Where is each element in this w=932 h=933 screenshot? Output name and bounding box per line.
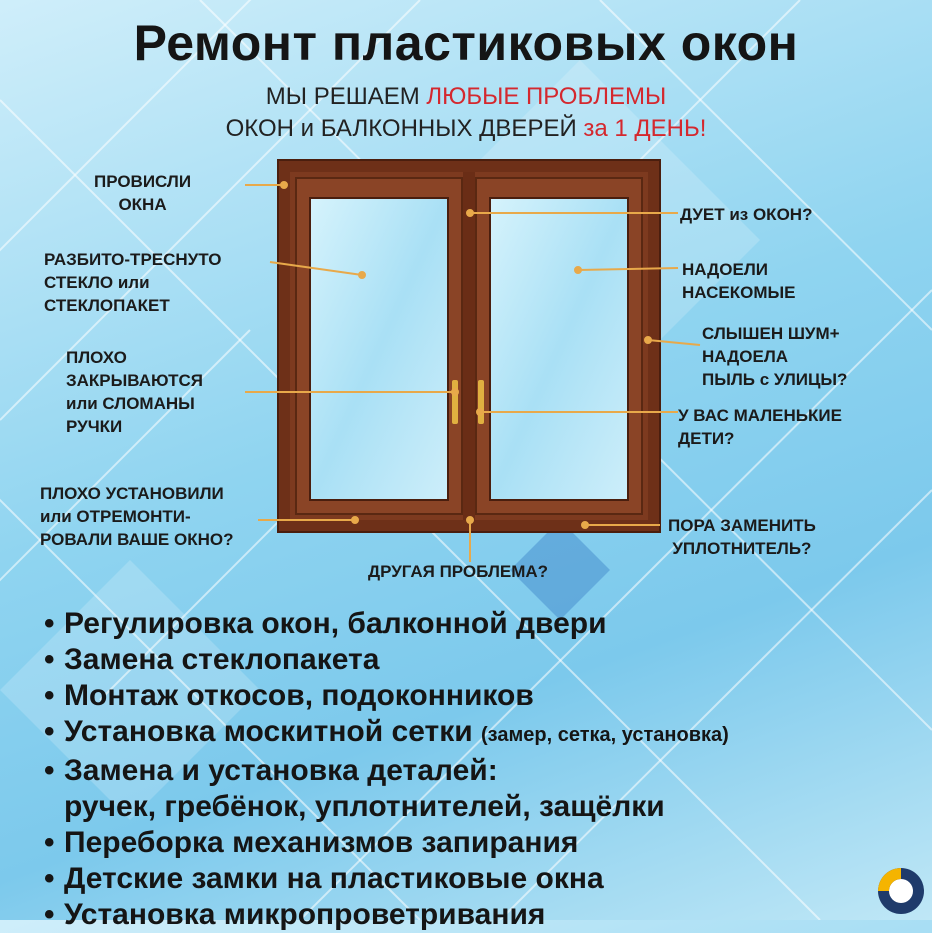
service-item bbox=[44, 861, 729, 897]
problem-bad-install: ПЛОХО УСТАНОВИЛИ или ОТРЕМОНТИ- РОВАЛИ ВАШЕ ОКНО? bbox=[40, 484, 234, 549]
subtitle-line-2-prefix: ОКОН и БАЛКОННЫХ ДВЕРЕЙ bbox=[225, 115, 584, 142]
bullet: • bbox=[44, 679, 55, 712]
service-text: Установка москитной сетки bbox=[64, 715, 481, 748]
problem-insects: НАДОЕЛИ НАСЕКОМЫЕ bbox=[682, 260, 796, 302]
bullet: • bbox=[44, 898, 55, 931]
service-item bbox=[44, 606, 729, 642]
page-title: Ремонт пластиковых окон bbox=[133, 15, 799, 71]
subtitle-line-2-highlight: за 1 ДЕНЬ! bbox=[583, 115, 707, 142]
problem-sagged: ПРОВИСЛИ ОКНА bbox=[94, 172, 192, 214]
service-item bbox=[44, 678, 729, 714]
subtitle-line-1-highlight: ЛЮБЫЕ ПРОБЛЕМЫ bbox=[426, 83, 667, 110]
problem-children: У ВАС МАЛЕНЬКИЕ ДЕТИ? bbox=[678, 406, 842, 448]
service-text: Замена стеклопакета bbox=[64, 643, 380, 676]
bullet: • bbox=[44, 715, 55, 748]
subtitle-line-1-prefix: МЫ РЕШАЕМ bbox=[265, 83, 427, 110]
service-text: Установка микропроветривания bbox=[64, 898, 546, 931]
bullet: • bbox=[44, 862, 55, 895]
service-item-continuation bbox=[44, 789, 729, 825]
service-text: ручек, гребёнок, уплотнителей, защёлки bbox=[64, 790, 665, 823]
service-text: Монтаж откосов, подоконников bbox=[64, 679, 534, 712]
service-item bbox=[44, 642, 729, 678]
service-item bbox=[44, 714, 729, 753]
service-item bbox=[44, 753, 729, 789]
problem-draft: ДУЕТ из ОКОН? bbox=[680, 205, 813, 224]
bullet: • bbox=[44, 754, 55, 787]
problem-handles: ПЛОХО ЗАКРЫВАЮТСЯ или СЛОМАНЫ РУЧКИ bbox=[66, 348, 203, 436]
problem-seal: ПОРА ЗАМЕНИТЬ УПЛОТНИТЕЛЬ? bbox=[668, 516, 816, 558]
service-item bbox=[44, 825, 729, 861]
problem-noise: СЛЫШЕН ШУМ+ НАДОЕЛА ПЫЛЬ с УЛИЦЫ? bbox=[702, 324, 848, 389]
bullet: • bbox=[44, 826, 55, 859]
service-note: (замер, сетка, установка) bbox=[481, 724, 729, 746]
problem-other: ДРУГАЯ ПРОБЛЕМА? bbox=[368, 562, 549, 581]
bullet: • bbox=[44, 607, 55, 640]
brand-logo-icon bbox=[876, 866, 926, 916]
service-text: Замена и установка деталей: bbox=[64, 754, 498, 787]
service-text: Переборка механизмов запирания bbox=[64, 826, 579, 859]
bullet: • bbox=[44, 643, 55, 676]
services-list bbox=[44, 606, 729, 933]
service-text: Регулировка окон, балконной двери bbox=[64, 607, 607, 640]
service-text: Детские замки на пластиковые окна bbox=[64, 862, 604, 895]
service-item bbox=[44, 897, 729, 933]
problem-broken-glass: РАЗБИТО-ТРЕСНУТО СТЕКЛО или СТЕКЛОПАКЕТ bbox=[44, 250, 222, 315]
